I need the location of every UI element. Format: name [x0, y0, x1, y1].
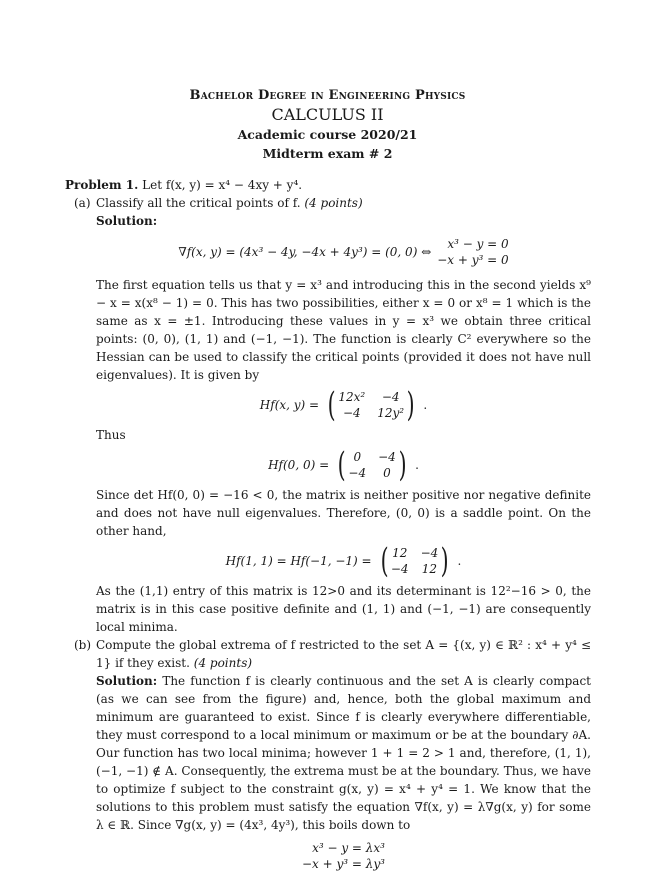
part-b-question [65, 636, 591, 672]
h11-lhs: Hf(1, 1) = Hf(−1, −1) = [225, 554, 372, 568]
part-a-paragraph-2: Since det Hf(0, 0) = −16 < 0, the matrix is neither positive nor negative definite and does not have null eigenvalues. Therefore, (0, 0) is a saddle point. On the other hand, [96, 488, 591, 538]
part-a-paragraph-1: The first equation tells us that y = x³ and introducing this in the second yields x⁹ − x = x(x⁸ − 1) = 0. This has two possibilities, either x = 0 or x⁸ = 1 which is the same as x = ±1. Introducing these values in y = x³ we obtain three critical points: (0, 0), (1, 1) and (−1, −1). The function is clearly C² everywhere so the Hessian can be used to classify the critical points (provided it does not have null eigenvalues). It is given by [96, 278, 591, 382]
hessian-matrix: ( 12x² −4 −4 12y² ) [327, 385, 415, 425]
matrix-cell: 0 [353, 450, 362, 464]
matrix-cell: −4 [420, 546, 439, 560]
matrix-cell: 0 [383, 466, 391, 480]
lagrange-eq-1: x³ − y = λx³ [312, 841, 385, 855]
gradient-system [437, 236, 508, 268]
matrix-cell: −4 [348, 466, 367, 480]
part-b-paragraph: The function f is clearly continuous and the set A is clearly compact (as we can see from the figure) and, hence, both the global maximum and minimum are guaranteed to exist. Since f is clearly everywhere differentiable, they must correspond to a local minimum or maximum or be at the boundary ∂A. Our function has two local minima; however 1 + 1 = 2 > 1 and, therefore, (1, 1), (−1, −1) ∉ A. Consequently, the extrema must be at the boundary. Thus, we have to optimize f subject to the constraint g(x, y) = x⁴ + y⁴ = 1. We know that the solutions to this problem must satisfy the equation ∇f(x, y) = λ∇g(x, y) for some λ ∈ ℝ. Since ∇g(x, y) = (4x³, 4y³), this boils down to [96, 674, 591, 832]
hessian-general: Hf(x, y) = ( 12x² −4 −4 12y² ) . [259, 385, 428, 425]
hessian-lhs: Hf(x, y) = [259, 398, 320, 412]
system-eq-2: −x + y³ = 0 [437, 253, 509, 267]
part-b-text: Compute the global extrema of f restricted to the set A = {(x, y) ∈ ℝ² : x⁴ + y⁴ ≤ 1} if they exist. [96, 638, 591, 670]
system-eq-1: x³ − y = 0 [447, 237, 509, 251]
h00-lhs: Hf(0, 0) = [268, 458, 330, 472]
h11-matrix: ( 12 −4 −4 12 ) [380, 541, 449, 581]
lagrange-equations [302, 840, 385, 872]
problem-1-text: Let f(x, y) = x⁴ − 4xy + y⁴. [142, 178, 303, 192]
lagrange-system [65, 840, 591, 872]
part-a-points: (4 points) [304, 196, 363, 210]
part-b-solution [65, 672, 591, 834]
matrix-cell: −4 [381, 390, 400, 404]
part-b-solution-label: Solution: [96, 674, 158, 688]
part-a-question [65, 194, 591, 212]
gradient-lhs: ∇f(x, y) = (4x³ − 4y, −4x + 4y³) = (0, 0) ⇔ [178, 245, 432, 259]
problem-1-statement [65, 176, 591, 194]
matrix-cell: 12 [421, 562, 438, 576]
matrix-cell: −4 [342, 406, 361, 420]
part-b-points: (4 points) [193, 656, 253, 670]
gradient-equation [65, 236, 591, 268]
matrix-cell: 12 [392, 546, 408, 560]
h00-matrix: ( 0 −4 −4 0 ) [337, 445, 407, 485]
matrix-cell: −4 [378, 450, 396, 464]
matrix-cell: −4 [390, 562, 409, 576]
lagrange-eq-2: −x + y³ = λy³ [302, 857, 385, 871]
exam-title: Midterm exam # 2 [262, 146, 393, 161]
part-a-solution-label: Solution: [96, 214, 158, 228]
exam-header [0, 86, 655, 163]
thus-text: Thus [96, 428, 126, 442]
academic-course: Academic course 2020/21 [237, 127, 418, 142]
hessian-at-minima: Hf(1, 1) = Hf(−1, −1) = ( 12 −4 −4 12 ) . [225, 541, 462, 581]
part-b-label: (b) [74, 638, 92, 652]
exam-body [65, 176, 591, 876]
part-a-paragraph-3: As the (1,1) entry of this matrix is 12>0 and its determinant is 12²−16 > 0, the matrix is in this case positive definite and (1, 1) and (−1, −1) are consequently local minima. [96, 584, 591, 634]
matrix-cell: 12y² [377, 406, 405, 420]
department-title: Bachelor Degree in Engineering Physics [189, 88, 466, 103]
part-a-text: Classify all the critical points of f. [96, 196, 301, 210]
matrix-cell: 12x² [338, 390, 366, 404]
part-a-label: (a) [74, 196, 91, 210]
course-title: CALCULUS II [271, 105, 384, 124]
problem-1-label: Problem 1. [65, 178, 139, 192]
hessian-at-origin: Hf(0, 0) = ( 0 −4 −4 0 ) . [268, 445, 419, 485]
